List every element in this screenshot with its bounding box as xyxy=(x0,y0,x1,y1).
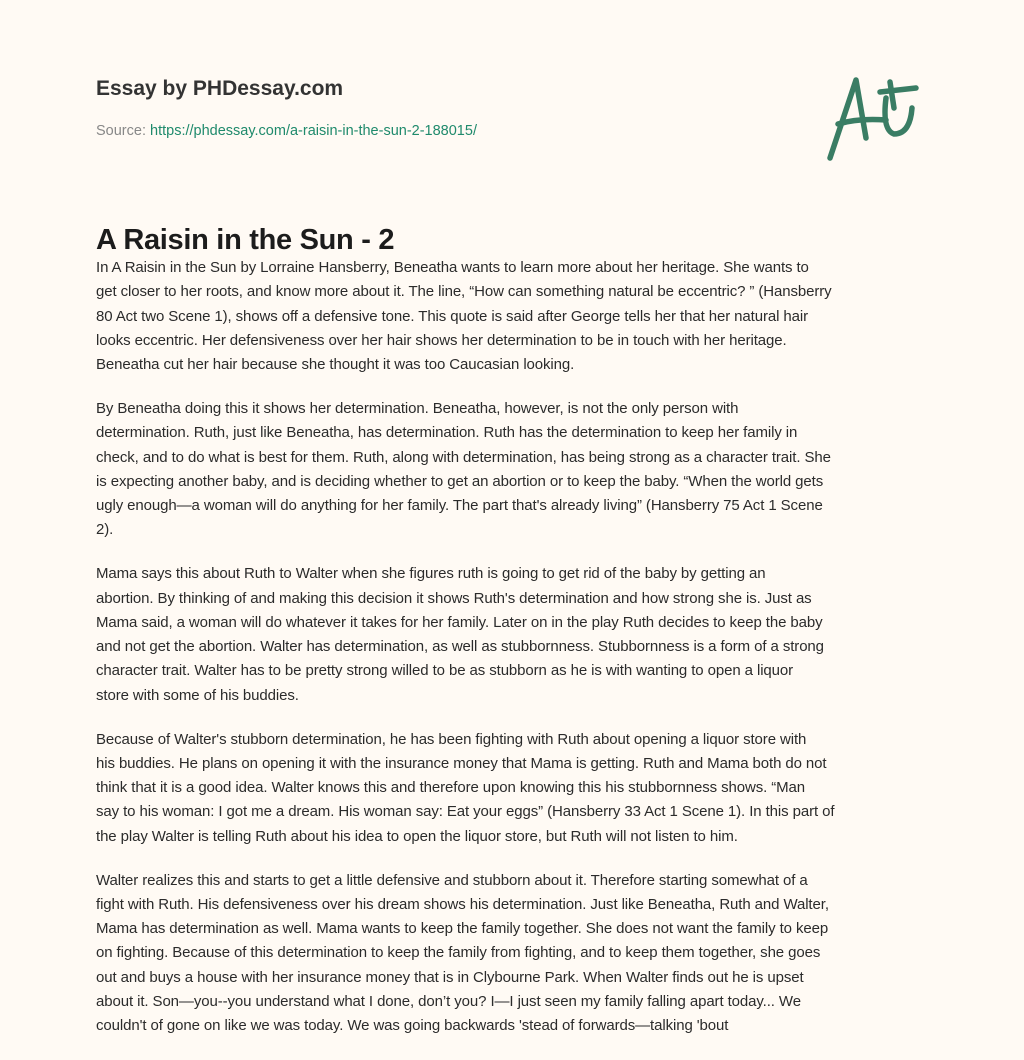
essay-paragraph xyxy=(96,728,956,849)
source-line xyxy=(96,123,477,139)
paragraph-line: couldn't of gone on like we was today. We was going backwards 'stead of forwards—talking 'bout xyxy=(96,1017,729,1035)
paragraph-line: Walter realizes this and starts to get a little defensive and stubborn about it. Therefore starting somewhat of a xyxy=(96,871,808,889)
paragraph-line: get closer to her roots, and know more about it. The line, “How can something natural be eccentric? ” (Hansberry xyxy=(96,283,832,301)
essay-paragraph xyxy=(96,397,956,543)
essay-title: A Raisin in the Sun - 2 xyxy=(96,224,395,256)
a-plus-logo-icon xyxy=(818,68,928,164)
paragraph-line: and not get the abortion. Walter has determination, as well as stubbornness. Stubbornness is a form of a strong xyxy=(96,638,824,656)
source-link[interactable]: https://phdessay.com/a-raisin-in-the-sun-2-188015/ xyxy=(150,123,477,139)
paragraph-line: Mama says this about Ruth to Walter when she figures ruth is going to get rid of the baby by getting an xyxy=(96,565,766,583)
paragraph-line: character trait. Walter has to be pretty strong willed to be as stubborn as he is with wanting to open a liquor xyxy=(96,662,794,680)
essay-paragraph xyxy=(96,562,956,708)
paragraph-line: check, and to do what is best for them. Ruth, along with determination, has being strong as a character trait. She xyxy=(96,448,831,466)
essay-body xyxy=(96,256,956,1058)
paragraph-line: Beneatha cut her hair because she thought it was too Caucasian looking. xyxy=(96,356,575,374)
paragraph-line: is expecting another baby, and is deciding whether to get an abortion or to keep the baby. “When the world gets xyxy=(96,472,824,490)
source-label: Source: xyxy=(96,123,146,139)
paragraph-line: think that it is a good idea. Walter knows this and therefore upon knowing this his stubbornness shows. “Man xyxy=(96,779,806,797)
paragraph-line: looks eccentric. Her defensiveness over her hair shows her determination to be in touch with her heritage. xyxy=(96,331,787,349)
paragraph-line: abortion. By thinking of and making this decision it shows Ruth's determination and how strong she is. Just as xyxy=(96,589,812,607)
paragraph-line: By Beneatha doing this it shows her determination. Beneatha, however, is not the only person with xyxy=(96,399,739,417)
paragraph-line: fight with Ruth. His defensiveness over his dream shows his determination. Just like Beneatha, Ruth and Walter, xyxy=(96,895,829,913)
essay-paragraph xyxy=(96,256,956,377)
paragraph-line: determination. Ruth, just like Beneatha, has determination. Ruth has the determination to keep her family in xyxy=(96,424,798,442)
paragraph-line: his buddies. He plans on opening it with the insurance money that Mama is getting. Ruth and Mama both do not xyxy=(96,754,827,772)
paragraph-line: In A Raisin in the Sun by Lorraine Hansberry, Beneatha wants to learn more about her heritage. She wants to xyxy=(96,259,809,276)
paragraph-line: on fighting. Because of this determination to keep the family from fighting, and to keep them together, she goes xyxy=(96,944,821,962)
paragraph-line: 80 Act two Scene 1), shows off a defensive tone. This quote is said after George tells her that her natural hair xyxy=(96,307,808,325)
paragraph-line: say to his woman: I got me a dream. His woman say: Eat your eggs” (Hansberry 33 Act 1 Scene 1). In this part of xyxy=(96,803,835,821)
paragraph-line: out and buys a house with her insurance money that is in Clybourne Park. When Walter finds out he is upset xyxy=(96,968,804,986)
paragraph-line: Mama said, a woman will do whatever it takes for her family. Later on in the play Ruth decides to keep the baby xyxy=(96,613,823,631)
paragraph-line: the play Walter is telling Ruth about his idea to open the liquor store, but Ruth will not listen to him. xyxy=(96,827,738,845)
paragraph-line: Mama has determination as well. Mama wants to keep the family together. She does not want the family to keep xyxy=(96,920,829,938)
paragraph-line: Because of Walter's stubborn determination, he has been fighting with Ruth about opening a liquor store with xyxy=(96,730,807,748)
essay-paragraph xyxy=(96,869,956,1039)
paragraph-line: ugly enough—a woman will do anything for her family. The part that's already living” (Hansberry 75 Act 1 Scene xyxy=(96,497,823,515)
paragraph-line: store with some of his buddies. xyxy=(96,686,299,704)
paragraph-line: about it. Son—you--you understand what I done, don’t you? I—I just seen my family falling apart today... We xyxy=(96,993,801,1011)
site-brand: Essay by PHDessay.com xyxy=(96,77,344,100)
paragraph-line: 2). xyxy=(96,521,114,539)
